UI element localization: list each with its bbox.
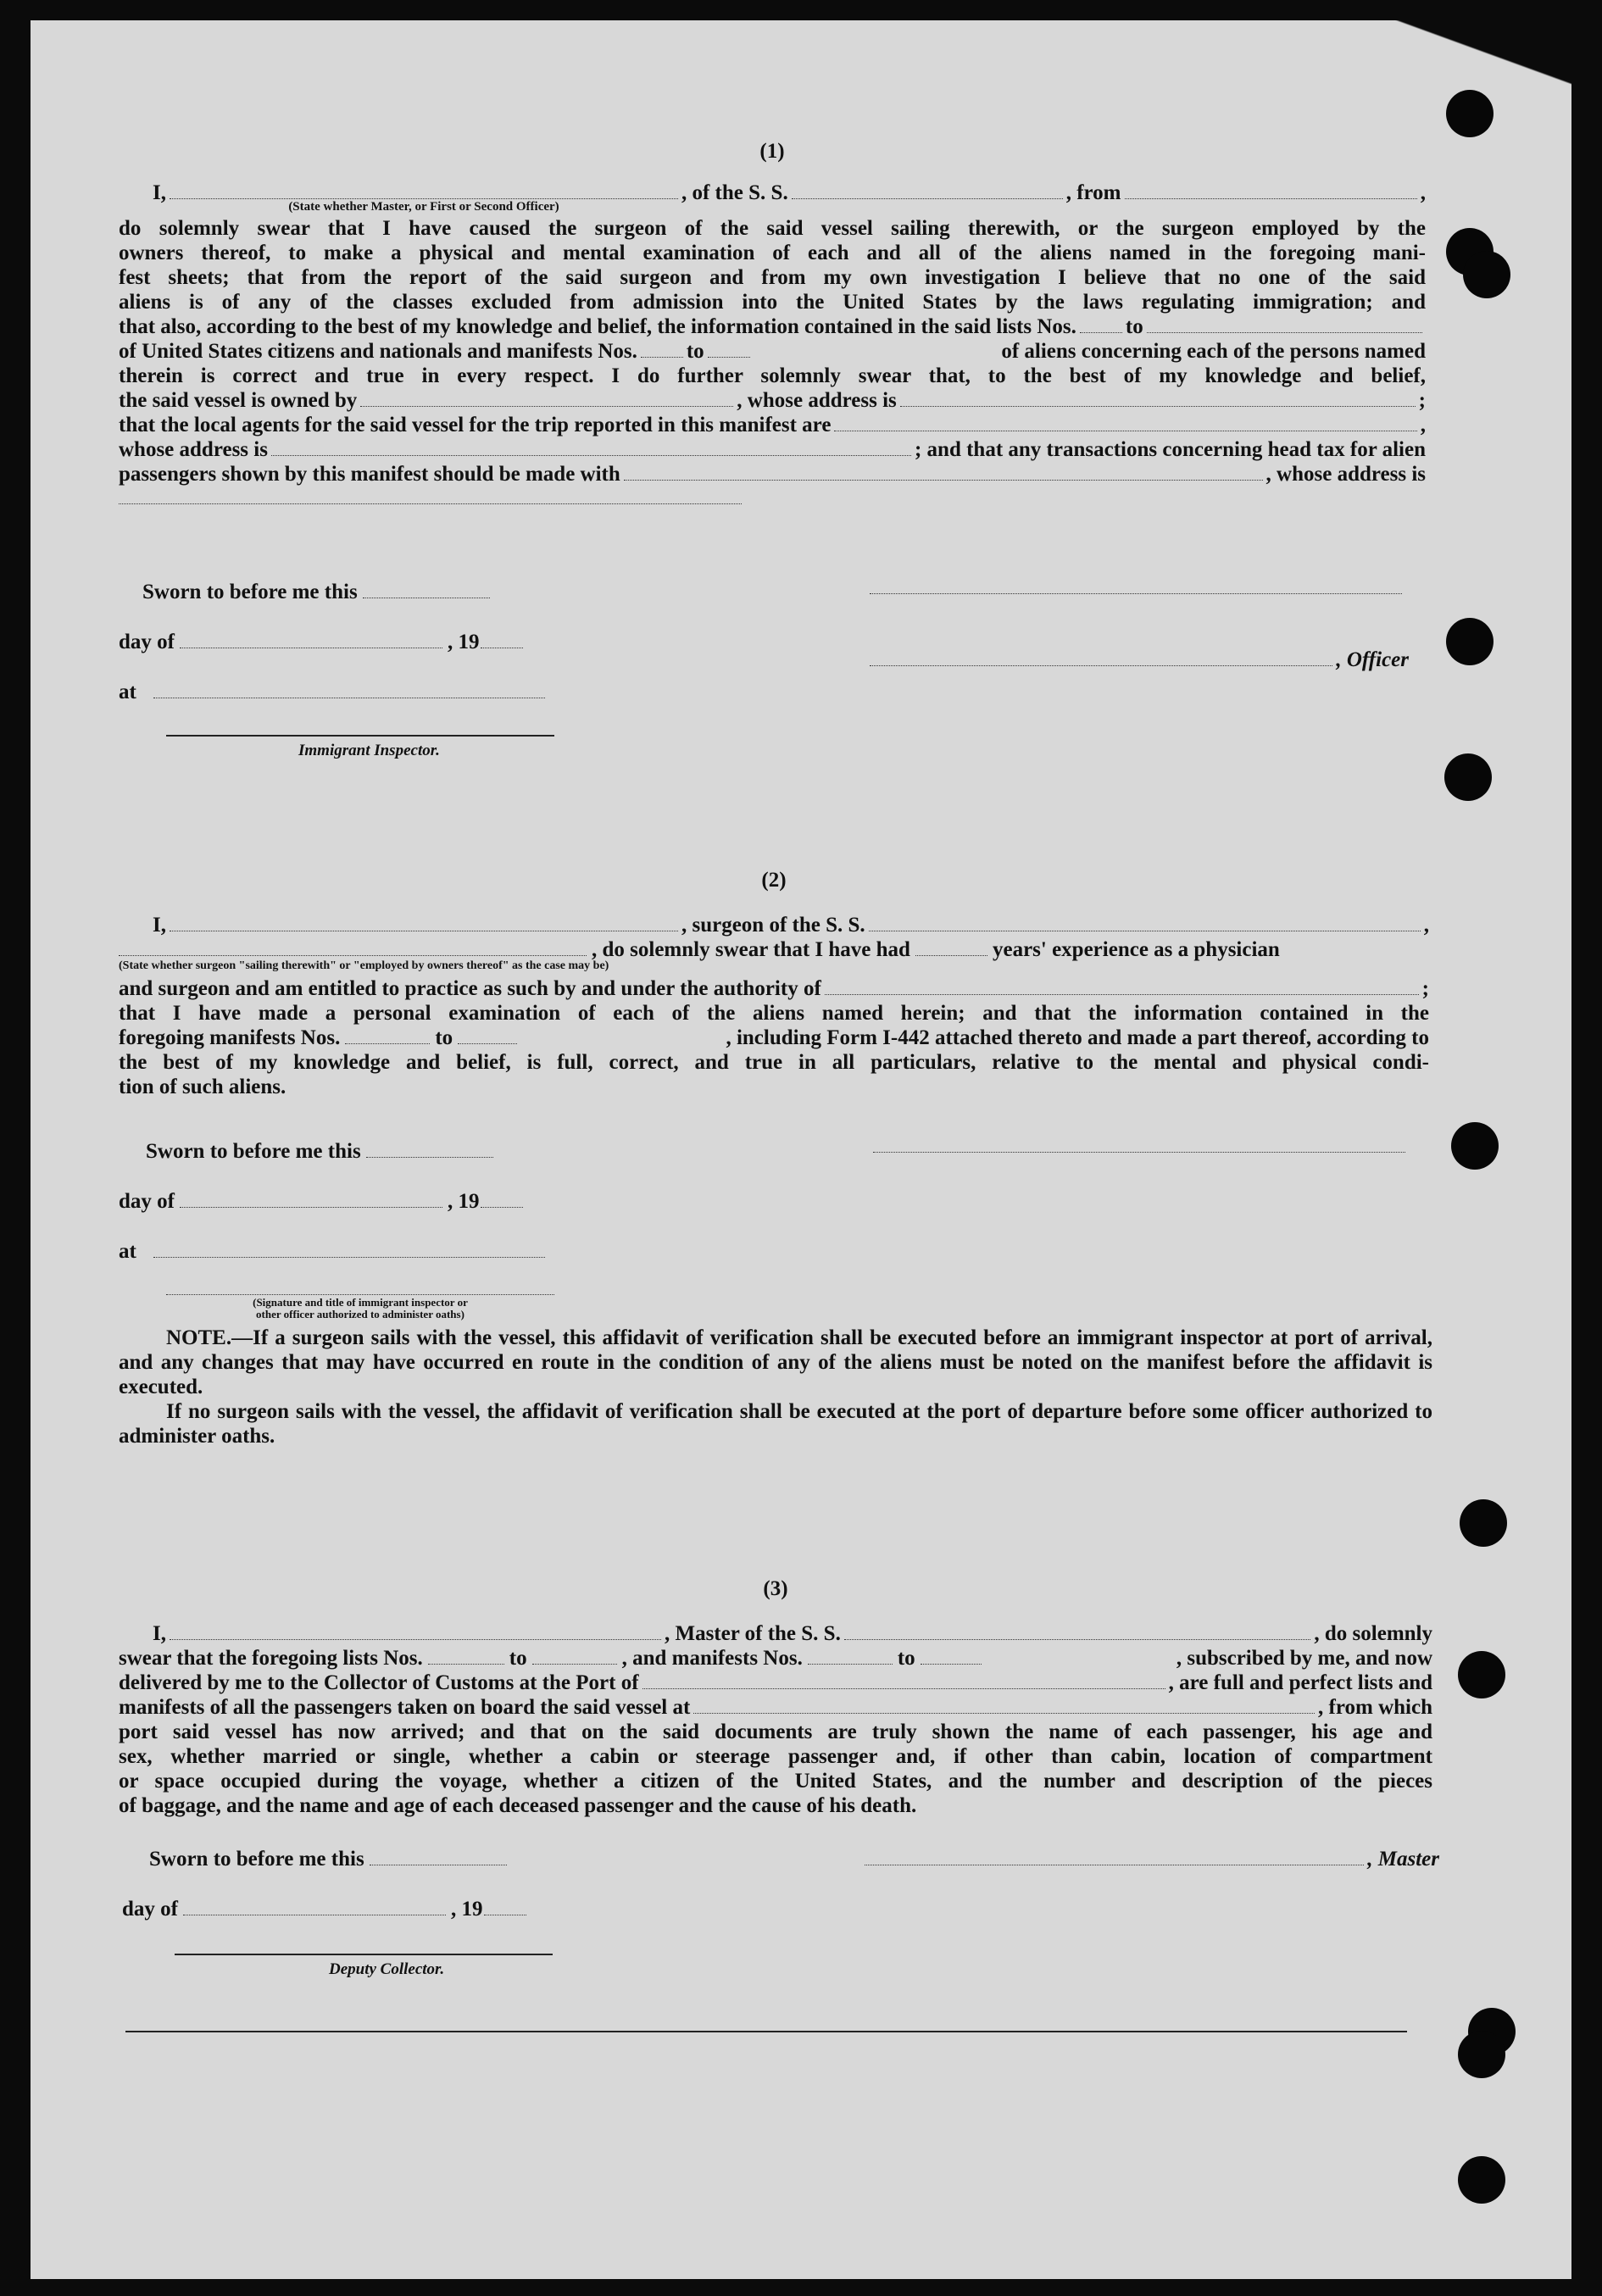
surgeon-status-note: (State whether surgeon "sailing therewith" or "employed by owners thereof" as the case may be) bbox=[119, 959, 609, 972]
dayof-text: day of bbox=[122, 1898, 178, 1921]
section-number: (1) bbox=[759, 140, 785, 163]
sworn-text: Sworn to before me this bbox=[142, 581, 358, 603]
address-continuation-line bbox=[119, 486, 1426, 511]
year-field[interactable] bbox=[484, 1898, 526, 1915]
passengers-line bbox=[119, 462, 1426, 486]
manifests-to-field[interactable] bbox=[921, 1647, 982, 1665]
deputy-label: Deputy Collector. bbox=[329, 1960, 445, 1978]
authority-field[interactable] bbox=[825, 977, 1419, 995]
officer-signature-field[interactable] bbox=[870, 576, 1402, 594]
agent-address-field[interactable] bbox=[271, 438, 911, 456]
from-which-text: , from which bbox=[1318, 1696, 1432, 1719]
paragraph-line: do solemnly swear that I have caused the surgeon of the said vessel sailing therewith, or the surgeon employed by the bbox=[119, 217, 1426, 240]
paragraph-line: tion of such aliens. bbox=[119, 1076, 286, 1098]
port-line bbox=[119, 1671, 1432, 1695]
at-line bbox=[119, 680, 1432, 704]
section-1 bbox=[119, 139, 1426, 511]
agents-line bbox=[119, 413, 1426, 437]
lists-line bbox=[119, 1646, 1432, 1671]
bottom-rule bbox=[125, 2031, 1407, 2032]
manifests-from-field[interactable] bbox=[345, 1026, 430, 1044]
sworn-day-field[interactable] bbox=[363, 581, 490, 598]
to-text: to bbox=[435, 1026, 453, 1049]
lists-to-field[interactable] bbox=[1147, 315, 1422, 333]
at-place-field[interactable] bbox=[153, 681, 545, 698]
from-port-field[interactable] bbox=[1125, 181, 1417, 199]
surgeon-status-field[interactable] bbox=[119, 938, 587, 956]
manifests-text: of United States citizens and nationals and manifests Nos. bbox=[119, 340, 637, 363]
signature-note-1: (Signature and title of immigrant inspector or bbox=[253, 1296, 468, 1309]
inspector-signature-field[interactable] bbox=[166, 1287, 554, 1295]
punct: , bbox=[1420, 414, 1426, 436]
passengers-text: passengers shown by this manifest should be made with bbox=[119, 463, 620, 486]
paragraph-line: therein is correct and true in every respect. I do further solemnly swear that, to the best of my knowledge and belief, bbox=[119, 364, 1426, 387]
at-text: at bbox=[119, 1240, 136, 1263]
year-prefix-text: , 19 bbox=[447, 1190, 480, 1213]
text-from: , from bbox=[1065, 181, 1121, 204]
vessel-name-field[interactable] bbox=[844, 1622, 1311, 1640]
manifests-to-field[interactable] bbox=[458, 1026, 517, 1044]
whose-address-text: , whose address is bbox=[1265, 463, 1426, 486]
year-field[interactable] bbox=[481, 631, 523, 648]
port-text: delivered by me to the Collector of Customs at the Port of bbox=[119, 1671, 639, 1694]
officer-rank-note: (State whether Master, or First or Second Officer) bbox=[288, 200, 559, 214]
form-page bbox=[31, 20, 1571, 2279]
officer-signature-line bbox=[870, 648, 1409, 672]
paragraph-line: aliens is of any of the classes excluded from admission into the United States by the laws regulating immigration; and bbox=[119, 291, 1426, 314]
at-place-field[interactable] bbox=[153, 1240, 545, 1258]
affidavit-document bbox=[31, 20, 1571, 2279]
officer-label: , Officer bbox=[1336, 648, 1409, 671]
to-text: to bbox=[897, 1647, 915, 1670]
officer-title-field[interactable] bbox=[870, 648, 1332, 666]
owner-field[interactable] bbox=[360, 389, 733, 407]
embark-line bbox=[119, 1695, 1432, 1720]
sworn-text: Sworn to before me this bbox=[149, 1848, 364, 1871]
signature-note-2: other officer authorized to administer oaths) bbox=[256, 1308, 464, 1320]
head-tax-address-field[interactable] bbox=[119, 486, 742, 504]
authority-line bbox=[119, 976, 1429, 1001]
note-paragraph bbox=[119, 1326, 1432, 1399]
manifests-text-b: of aliens concerning each of the persons named bbox=[1001, 340, 1426, 363]
inspector-label: Immigrant Inspector. bbox=[298, 742, 440, 759]
manifests-to-field[interactable] bbox=[708, 340, 750, 358]
lists-text: that also, according to the best of my knowledge and belief, the information contained in the said lists Nos. bbox=[119, 315, 1076, 338]
at-text: at bbox=[119, 681, 136, 703]
to-text: to bbox=[1125, 315, 1143, 338]
sworn-day-field[interactable] bbox=[366, 1140, 493, 1158]
punct: , bbox=[1420, 181, 1426, 204]
master-signature-field[interactable] bbox=[865, 1848, 1364, 1865]
manifests-text: foregoing manifests Nos. bbox=[119, 1026, 341, 1049]
section-3 bbox=[119, 1576, 1432, 1818]
manifests-line bbox=[119, 1026, 1429, 1050]
paragraph-line: the best of my knowledge and belief, is full, correct, and true in all particulars, relative to the mental and physical condi- bbox=[119, 1051, 1429, 1074]
manifests-line bbox=[119, 339, 1426, 364]
form-text: , including Form I-442 attached thereto and made a part thereof, according to bbox=[726, 1026, 1429, 1049]
dayof-line bbox=[119, 1897, 1432, 1921]
month-field[interactable] bbox=[183, 1898, 446, 1915]
head-tax-text: ; and that any transactions concerning head tax for alien bbox=[914, 438, 1426, 461]
surgeon-status-line bbox=[119, 937, 1429, 962]
master-line bbox=[119, 1621, 1432, 1646]
dayof-text: day of bbox=[119, 1190, 175, 1213]
text-i: I, bbox=[153, 1622, 166, 1645]
punct: , bbox=[1423, 914, 1429, 937]
section-number: (3) bbox=[763, 1577, 788, 1600]
vessel-name-field[interactable] bbox=[792, 181, 1063, 199]
sworn-text: Sworn to before me this bbox=[146, 1140, 361, 1163]
subscribed-text: , subscribed by me, and now bbox=[1176, 1647, 1432, 1670]
paragraph-line: owners thereof, to make a physical and mental examination of each and all of the aliens named in the foregoing mani- bbox=[119, 242, 1426, 264]
solemnly-text: , do solemnly swear that I have had bbox=[592, 938, 910, 961]
owner-address-field[interactable] bbox=[900, 389, 1416, 407]
surgeon-text: , surgeon of the S. S. bbox=[681, 914, 865, 937]
note-text: —If a surgeon sails with the vessel, this affidavit of verification shall be executed before an immigrant inspector at port of arrival, and any changes that may have occurred en route in the condition of any of the aliens must be noted on the manifest before the affidavit is executed. bbox=[119, 1326, 1432, 1398]
lists-complete-text: , are full and perfect lists and bbox=[1168, 1671, 1432, 1694]
years-experience-field[interactable] bbox=[915, 938, 987, 956]
master-text: , Master of the S. S. bbox=[664, 1622, 841, 1645]
address-text: whose address is bbox=[119, 438, 268, 461]
note-paragraph-2: If no surgeon sails with the vessel, the affidavit of verification shall be executed at the port of departure before some officer authorized to administer oaths. bbox=[119, 1400, 1432, 1448]
punct: ; bbox=[1421, 977, 1429, 1000]
year-prefix-text: , 19 bbox=[447, 631, 480, 653]
embark-text: manifests of all the passengers taken on board the said vessel at bbox=[119, 1696, 691, 1719]
officer-line bbox=[119, 181, 1426, 205]
surgeon-name-field[interactable] bbox=[170, 914, 678, 931]
year-prefix-text: , 19 bbox=[450, 1898, 483, 1921]
paragraph-line: that I have made a personal examination of each of the aliens named herein; and that the information contained in the bbox=[119, 1002, 1429, 1025]
note-block bbox=[119, 1326, 1432, 1448]
lists-to-field[interactable] bbox=[532, 1647, 617, 1665]
lists-text: swear that the foregoing lists Nos. bbox=[119, 1647, 423, 1670]
dayof-text: day of bbox=[119, 631, 175, 653]
port-field[interactable] bbox=[642, 1671, 1165, 1689]
owned-line bbox=[119, 388, 1426, 413]
note-label: NOTE. bbox=[166, 1326, 232, 1349]
surgeon-line bbox=[119, 913, 1429, 937]
agents-text: that the local agents for the said vessel for the trip reported in this manifest are bbox=[119, 414, 832, 436]
month-field[interactable] bbox=[180, 631, 442, 648]
master-name-field[interactable] bbox=[170, 1622, 661, 1640]
inspector-signature-field[interactable] bbox=[166, 735, 554, 737]
to-text: to bbox=[686, 340, 704, 363]
head-tax-party-field[interactable] bbox=[624, 463, 1263, 481]
lists-from-field[interactable] bbox=[428, 1647, 504, 1665]
lists-from-field[interactable] bbox=[1080, 315, 1122, 333]
paragraph-line: fest sheets; that from the report of the said surgeon and from my own investigation I believe that no one of the said bbox=[119, 266, 1426, 289]
deputy-signature-field[interactable] bbox=[175, 1954, 553, 1955]
to-text: to bbox=[509, 1647, 527, 1670]
master-signature-line bbox=[865, 1847, 1439, 1871]
agent-address-line bbox=[119, 437, 1426, 462]
authority-text: and surgeon and am entitled to practice as such by and under the authority of bbox=[119, 977, 821, 1000]
section-number: (2) bbox=[761, 869, 787, 892]
master-label: , Master bbox=[1367, 1848, 1439, 1871]
section-1-body bbox=[119, 216, 1426, 511]
owner-address-text: , whose address is bbox=[737, 389, 897, 412]
lists-line bbox=[119, 314, 1426, 339]
embark-port-field[interactable] bbox=[693, 1696, 1315, 1714]
manifests-text: , and manifests Nos. bbox=[621, 1647, 803, 1670]
owned-text: the said vessel is owned by bbox=[119, 389, 358, 412]
paragraph-line: of baggage, and the name and age of each deceased passenger and the cause of his death. bbox=[119, 1794, 917, 1817]
officer-name-field[interactable] bbox=[170, 181, 678, 199]
vessel-name-field[interactable] bbox=[869, 914, 1421, 931]
experience-text: years' experience as a physician bbox=[992, 938, 1280, 961]
paragraph-line: or space occupied during the voyage, whether a citizen of the United States, and the number and description of the pieces bbox=[119, 1770, 1432, 1793]
manifests-from-field[interactable] bbox=[808, 1647, 893, 1665]
sworn-day-field[interactable] bbox=[370, 1848, 507, 1865]
surgeon-signature-field[interactable] bbox=[873, 1135, 1405, 1153]
paragraph-line: port said vessel has now arrived; and that on the said documents are truly shown the name of each passenger, his age and bbox=[119, 1721, 1432, 1743]
text-i: I, bbox=[153, 181, 166, 204]
dayof-line bbox=[119, 1189, 1432, 1214]
section-2 bbox=[119, 868, 1429, 1099]
month-field[interactable] bbox=[180, 1190, 442, 1208]
agents-field[interactable] bbox=[834, 414, 1416, 431]
paragraph-line: sex, whether married or single, whether a cabin or steerage passenger and, if other than cabin, location of compartment bbox=[119, 1745, 1432, 1768]
manifests-from-field[interactable] bbox=[641, 340, 683, 358]
text-of-ss: , of the S. S. bbox=[681, 181, 788, 204]
solemnly-text: , do solemnly bbox=[1314, 1622, 1432, 1645]
section-2-jurat bbox=[119, 1139, 1432, 1320]
at-line bbox=[119, 1239, 1432, 1264]
text-i: I, bbox=[153, 914, 166, 937]
year-field[interactable] bbox=[481, 1190, 523, 1208]
punct: ; bbox=[1418, 389, 1426, 412]
